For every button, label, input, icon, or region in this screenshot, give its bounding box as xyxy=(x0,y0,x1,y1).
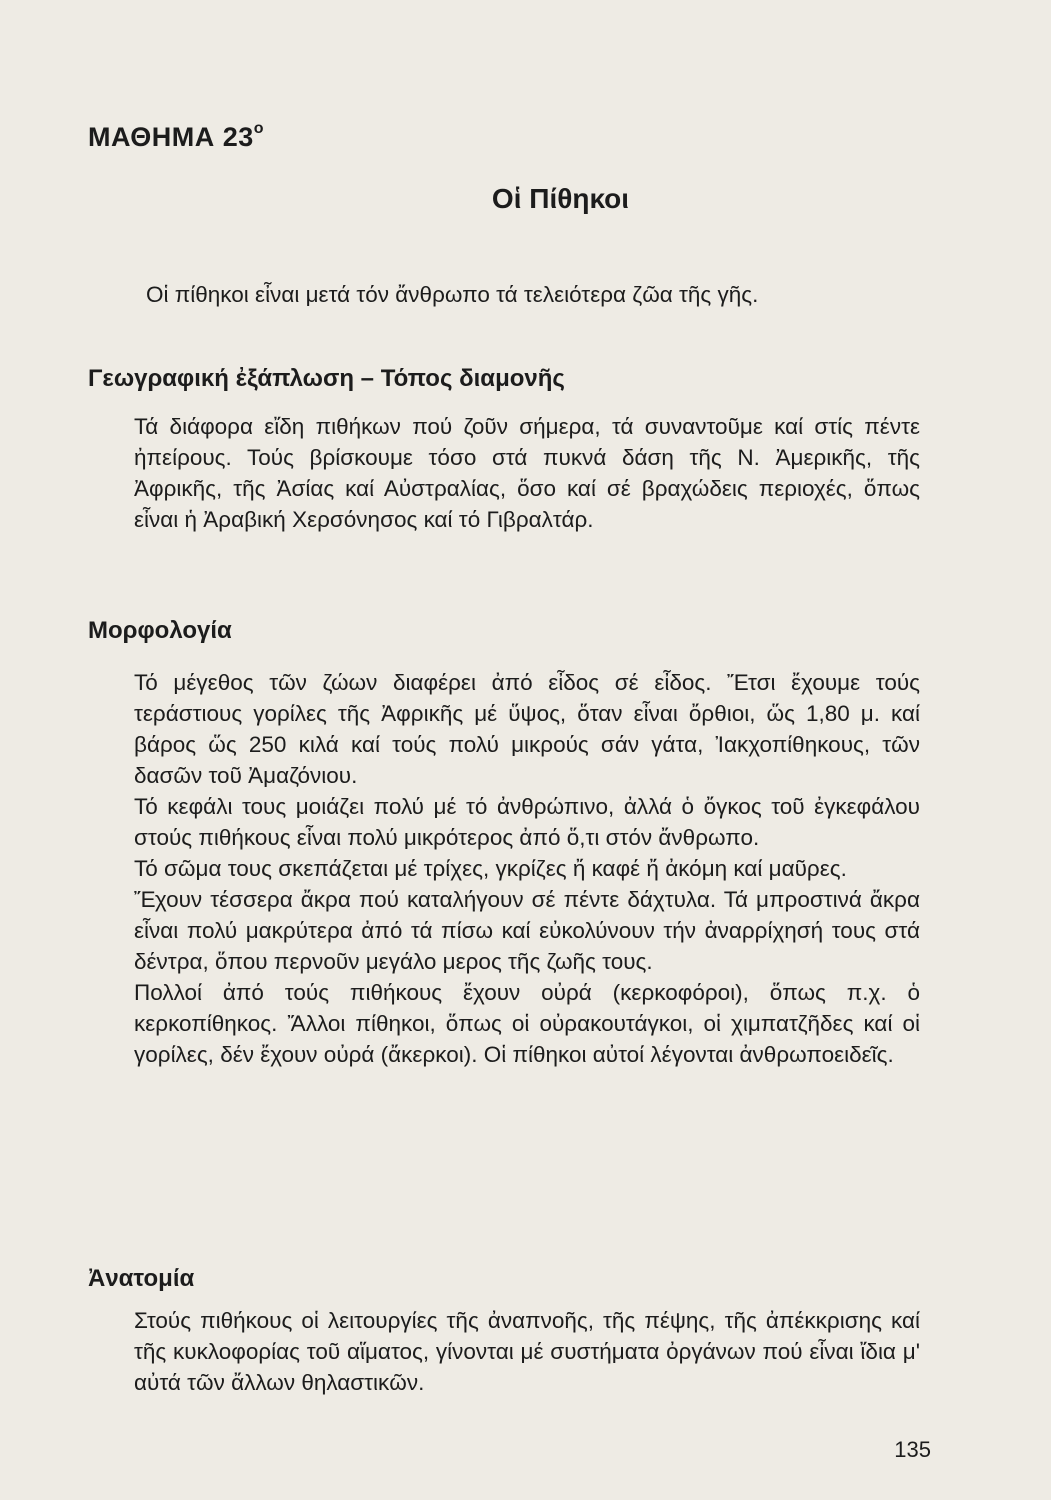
page-number: 135 xyxy=(894,1437,931,1462)
page-title: Οἱ Πίθηκοι xyxy=(491,183,630,214)
anatomy-paragraph: Στούς πιθήκους οἱ λειτουργίες τῆς ἀναπνοῆς, τῆς πέψης, τῆς ἀπέκκρισης καί τῆς κυκλοφορίας τοῦ αἵματος, γίνονται μέ συστήματα ὀργάνων πού εἶναι ἴδια μ' αὐτά τῶν ἄλλων θηλαστικῶν. xyxy=(134,1308,920,1395)
lesson-number xyxy=(88,122,264,153)
morphology-paragraph-hair: Τό σῶμα τους σκεπάζεται μέ τρίχες, γκρίζες ἤ καφέ ἤ ἀκόμη καί μαῦρες. xyxy=(134,856,847,881)
morphology-paragraph-size: Τό μέγεθος τῶν ζώων διαφέρει ἀπό εἶδος σέ εἶδος. Ἔτσι ἔχουμε τούς τεράστιους γορίλες τῆς Ἀφρικῆς μέ ὕψος, ὅταν εἶναι ὄρθιοι, ὥς 1,80 μ. καί βάρος ὥς 250 κιλά καί τούς πολύ μικρούς σάν γάτα, Ἰακχοπίθηκους, τῶν δασῶν τοῦ Ἀμαζόνιου. xyxy=(134,670,920,788)
lesson-label: ΜΑΘΗΜΑ 23 xyxy=(88,122,254,152)
geography-section xyxy=(134,411,920,535)
intro-sentence: Οἱ πίθηκοι εἶναι μετά τόν ἄνθρωπο τά τελειότερα ζῶα τῆς γῆς. xyxy=(146,282,759,307)
morphology-heading: Μορφολογία xyxy=(88,617,232,644)
morphology-section xyxy=(134,667,920,1070)
morphology-paragraph-limbs: Ἔχουν τέσσερα ἄκρα πού καταλήγουν σέ πέντε δάχτυλα. Τά μπροστινά ἄκρα εἶναι πολύ μακρύτερα ἀπό τά πίσω καί εὐκολύνουν τήν ἀναρρίχησή τους στά δέντρα, ὅπου περνοῦν μεγάλο μερος τῆς ζωῆς τους. xyxy=(134,887,920,974)
geography-heading: Γεωγραφική ἐξάπλωση – Τόπος διαμονῆς xyxy=(88,365,565,392)
anatomy-section xyxy=(134,1305,920,1398)
lesson-ordinal: ο xyxy=(253,120,265,137)
morphology-paragraph-head: Τό κεφάλι τους μοιάζει πολύ μέ τό ἀνθρώπινο, ἀλλά ὁ ὄγκος τοῦ ἐγκεφάλου στούς πιθήκους εἶναι πολύ μικρότερος ἀπό ὅ,τι στόν ἄνθρωπο. xyxy=(134,794,920,850)
geography-paragraph: Τά διάφορα εἴδη πιθήκων πού ζοῦν σήμερα, τά συναντοῦμε καί στίς πέντε ἠπείρους. Τούς βρίσκουμε τόσο στά πυκνά δάση τῆς Ν. Ἀμερικῆς, τῆς Ἀφρικῆς, τῆς Ἀσίας καί Αὐστραλίας, ὅσο καί σέ βραχώδεις περιοχές, ὅπως εἶναι ἡ Ἀραβική Χερσόνησος καί τό Γιβραλτάρ. xyxy=(134,414,920,532)
anatomy-heading: Ἀνατομία xyxy=(88,1265,195,1292)
morphology-paragraph-tail: Πολλοί ἀπό τούς πιθήκους ἔχουν οὐρά (κερκοφόροι), ὅπως π.χ. ὁ κερκοπίθηκος. Ἄλλοι πίθηκοι, ὅπως οἱ οὐρακουτάγκοι, οἱ χιμπατζῆδες καί οἱ γορίλες, δέν ἔχουν οὐρά (ἄκερκοι). Οἱ πίθηκοι αὐτοί λέγονται ἀνθρωποειδεῖς. xyxy=(134,980,920,1067)
